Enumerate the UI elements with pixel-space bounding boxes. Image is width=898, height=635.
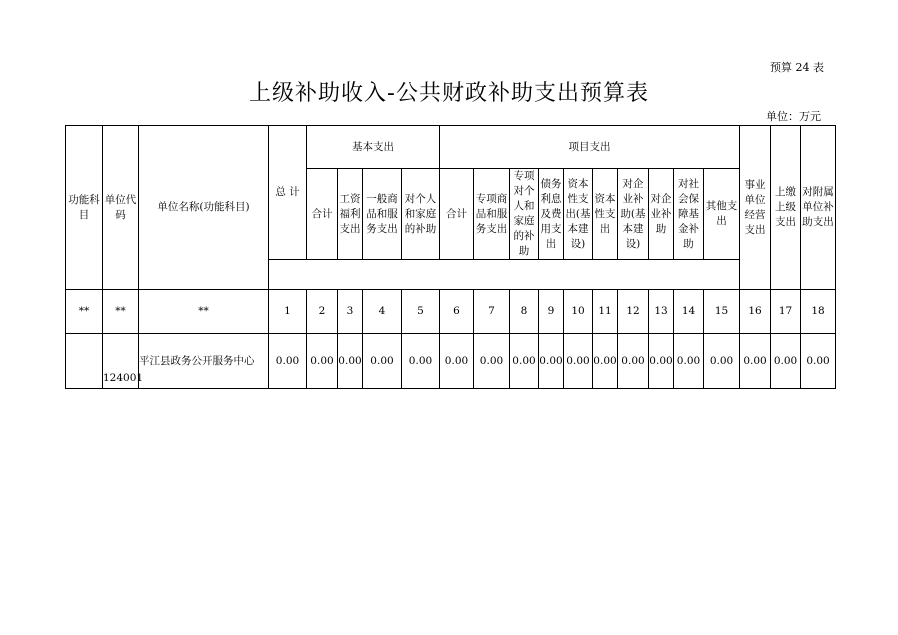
row-value: 0.00 <box>771 334 801 389</box>
row-unit-name: 平江县政务公开服务中心 <box>139 334 269 389</box>
index-cell: 1 <box>269 290 307 334</box>
col-project-capital-construction: 资本性支出(基本建设) <box>564 169 593 260</box>
index-cell: 12 <box>618 290 649 334</box>
row-value: 0.00 <box>539 334 564 389</box>
row-value: 0.00 <box>649 334 674 389</box>
col-project-total: 合计 <box>440 169 474 260</box>
row-value: 0.00 <box>674 334 704 389</box>
index-cell: 10 <box>564 290 593 334</box>
index-cell: 3 <box>338 290 363 334</box>
row-value: 0.00 <box>564 334 593 389</box>
index-cell: ** <box>103 290 139 334</box>
table-number: 预算 24 表 <box>770 61 824 74</box>
index-cell: 14 <box>674 290 704 334</box>
index-cell: 17 <box>771 290 801 334</box>
row-value: 0.00 <box>338 334 363 389</box>
col-unit-code: 单位代码 <box>103 126 139 290</box>
index-cell: 7 <box>474 290 510 334</box>
index-cell: 15 <box>704 290 740 334</box>
col-basic-personal: 对个人和家庭的补助 <box>402 169 440 260</box>
index-cell: 16 <box>740 290 771 334</box>
budget-table <box>65 125 836 389</box>
row-value: 0.00 <box>363 334 402 389</box>
col-project-debt: 债务利息及费用支出 <box>539 169 564 260</box>
col-group-basic: 基本支出 <box>307 126 440 169</box>
row-func-code <box>66 334 103 389</box>
col-unit-name: 单位名称(功能科目) <box>139 126 269 290</box>
col-business-expense: 事业单位经营支出 <box>740 126 771 290</box>
col-project-capital: 资本性支出 <box>593 169 618 260</box>
col-basic-wages: 工资福利支出 <box>338 169 363 260</box>
row-value: 0.00 <box>740 334 771 389</box>
row-unit-code: 124001 <box>103 334 139 389</box>
index-cell: 2 <box>307 290 338 334</box>
row-value: 0.00 <box>510 334 539 389</box>
col-project-social-security: 对社会保障基金补助 <box>674 169 704 260</box>
row-value: 0.00 <box>402 334 440 389</box>
index-cell: 5 <box>402 290 440 334</box>
index-cell: 6 <box>440 290 474 334</box>
col-project-goods: 专项商品和服务支出 <box>474 169 510 260</box>
col-subsidiary-subsidy: 对附属单位补助支出 <box>801 126 836 290</box>
col-project-enterprise: 对企业补助 <box>649 169 674 260</box>
col-remit-upper: 上缴上级支出 <box>771 126 801 290</box>
row-value: 0.00 <box>474 334 510 389</box>
index-cell: 4 <box>363 290 402 334</box>
row-value: 0.00 <box>801 334 836 389</box>
row-value: 0.00 <box>618 334 649 389</box>
index-cell: ** <box>66 290 103 334</box>
index-cell: 9 <box>539 290 564 334</box>
index-cell: 18 <box>801 290 836 334</box>
row-value: 0.00 <box>593 334 618 389</box>
col-group-project: 项目支出 <box>440 126 740 169</box>
index-cell: ** <box>139 290 269 334</box>
index-cell: 13 <box>649 290 674 334</box>
col-func-code: 功能科目 <box>66 126 103 290</box>
col-project-other: 其他支出 <box>704 169 740 260</box>
col-total: 总 计 <box>269 126 307 260</box>
index-cell: 11 <box>593 290 618 334</box>
unit-label: 单位：万元 <box>766 110 821 123</box>
table-row <box>66 334 836 389</box>
col-basic-goods: 一般商品和服务支出 <box>363 169 402 260</box>
col-project-personal: 专项对个人和家庭的补助 <box>510 169 539 260</box>
col-project-enterprise-construction: 对企业补助(基本建设) <box>618 169 649 260</box>
row-value: 0.00 <box>440 334 474 389</box>
header-row-1 <box>66 126 836 169</box>
index-cell: 8 <box>510 290 539 334</box>
row-value: 0.00 <box>269 334 307 389</box>
col-basic-total: 合计 <box>307 169 338 260</box>
row-value: 0.00 <box>704 334 740 389</box>
row-value: 0.00 <box>307 334 338 389</box>
index-row <box>66 290 836 334</box>
page-title: 上级补助收入-公共财政补助支出预算表 <box>249 81 649 106</box>
